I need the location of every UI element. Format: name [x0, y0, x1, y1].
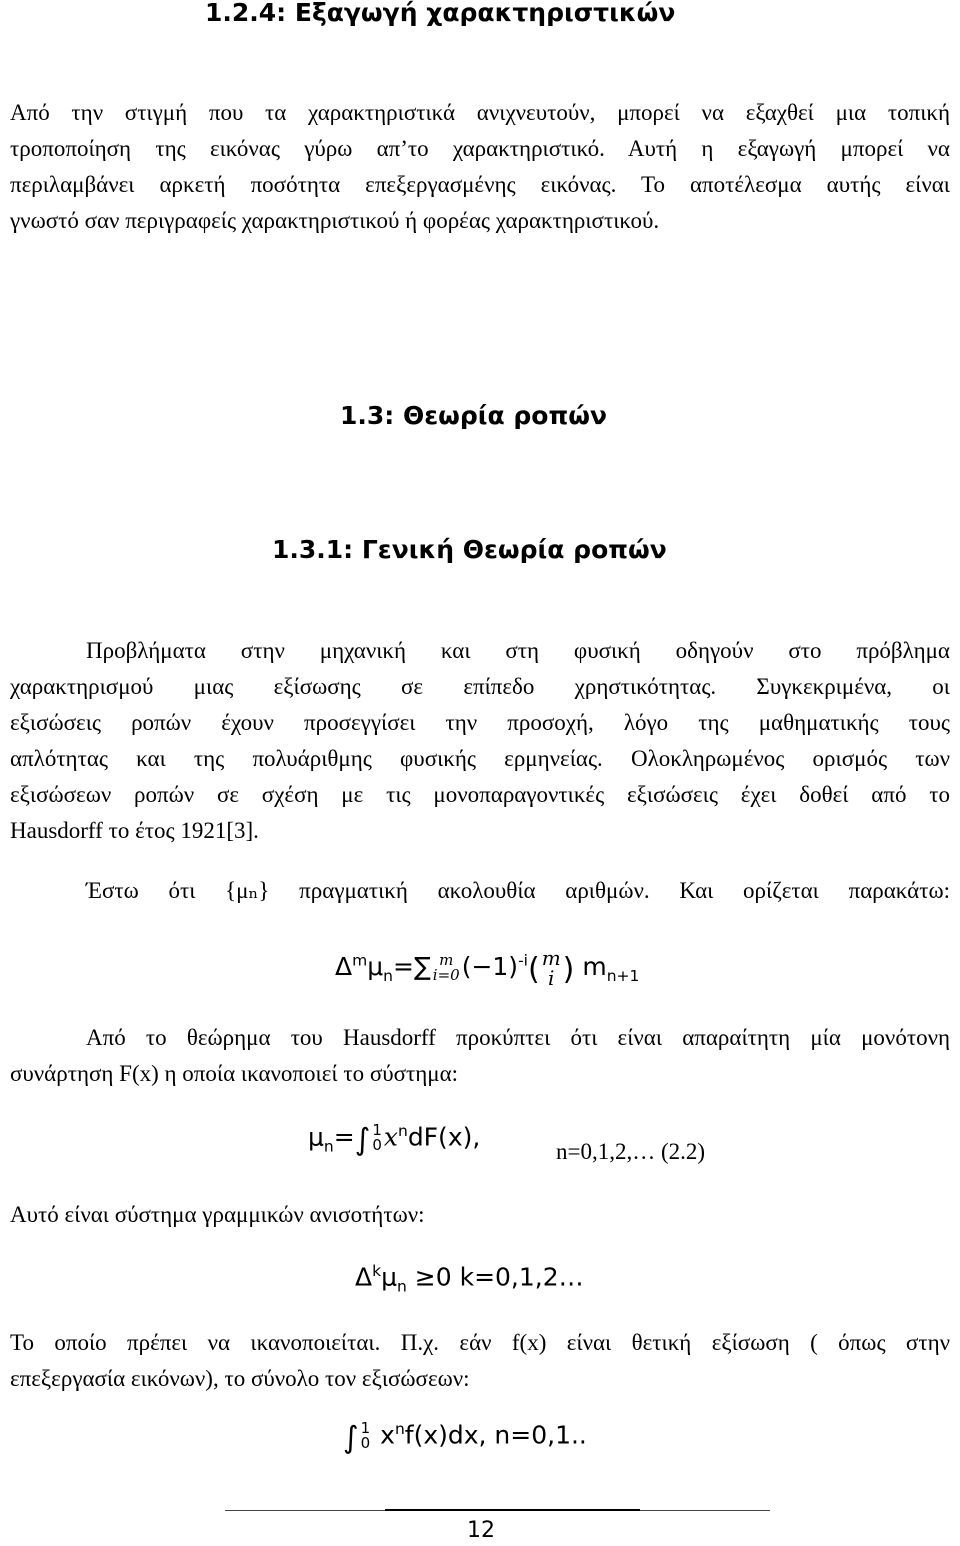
eq-variable: x	[380, 1420, 395, 1450]
paragraph-line: Αυτό είναι σύστημα γραμμικών ανισοτήτων:	[10, 1202, 425, 1227]
binom-top: m	[541, 946, 561, 970]
geq-symbol: ≥	[414, 1262, 436, 1292]
paragraph-line: Έστω ότι {μₙ} πραγματική ακολουθία αριθμών. Και ορίζεται παρακάτω:	[86, 878, 950, 903]
eq-subscript: n	[383, 967, 393, 985]
paragraph-line: περιλαμβάνει αρκετή ποσότητα επεξεργασμένης εικόνας. Το αποτέλεσμα αυτής είναι	[10, 172, 950, 197]
eq-term: dF(x),	[407, 1122, 481, 1152]
integral-upper: 1	[372, 1121, 382, 1140]
integral-limits	[361, 1421, 371, 1451]
eq-symbol: Δ	[355, 1262, 373, 1292]
integral-lower: 0	[360, 1434, 371, 1453]
eq-symbol: μ	[308, 1122, 324, 1152]
eq-term: m	[582, 952, 607, 981]
sum-lower: i=0	[432, 966, 460, 984]
footer-divider-bold	[385, 1509, 640, 1511]
equation-label: n=0,1,2,… (2.2)	[556, 1139, 706, 1164]
eq-symbol: μ	[367, 952, 384, 981]
eq-symbol: =	[333, 1122, 355, 1152]
section-heading-1-2-4: 1.2.4: Εξαγωγή χαρακτηριστικών	[205, 0, 676, 27]
eq-symbol: =	[392, 952, 414, 981]
integral-symbol: ∫	[343, 1420, 359, 1456]
equation-mu-integral	[308, 1122, 480, 1157]
paragraph-line: εξισώσεις ροπών έχουν προσεγγίσει την προσοχή, λόγο της μαθηματικής τους	[10, 710, 950, 735]
equation-integral-set	[343, 1420, 587, 1455]
sum-upper: m	[439, 951, 454, 969]
page-number: 12	[467, 1518, 495, 1543]
binom-open: (	[527, 952, 540, 987]
paragraph-line: χαρακτηρισμού μιας εξίσωσης σε επίπεδο χρηστικότητας. Συγκεκριμένα, οι	[10, 674, 950, 699]
eq-subscript: n	[323, 1137, 334, 1156]
eq-superscript: k	[372, 1262, 382, 1280]
eq-superscript: n	[394, 1420, 405, 1438]
section-heading-1-3: 1.3: Θεωρία ροπών	[340, 401, 608, 430]
eq-variable: x	[383, 1122, 398, 1152]
eq-subscript: n	[397, 1277, 407, 1296]
eq-subscript: n+1	[606, 967, 640, 985]
eq-term: (−1)	[461, 952, 519, 981]
eq-superscript: -i	[518, 951, 528, 970]
paragraph-line: Το οποίο πρέπει να ικανοποιείται. Π.χ. εάν f(x) είναι θετική εξίσωση ( όπως στην	[10, 1330, 950, 1355]
integral-lower: 0	[372, 1136, 382, 1155]
paragraph-line: τροποποίηση της εικόνας γύρω απ’το χαρακτηριστικό. Αυτή η εξαγωγή μπορεί να	[10, 136, 950, 161]
section-heading-1-3-1: 1.3.1: Γενική Θεωρία ροπών	[272, 535, 667, 564]
binom-close: )	[562, 952, 575, 987]
paragraph-line: Προβλήματα στην μηχανική και στη φυσική οδηγούν στο πρόβλημα	[86, 638, 950, 663]
equation-delta-m-mu	[335, 948, 639, 988]
paragraph-line: γνωστό σαν περιγραφείς χαρακτηριστικού ή φορέας χαρακτηριστικού.	[10, 208, 660, 233]
binomial	[542, 948, 561, 988]
eq-symbol: μ	[381, 1262, 397, 1292]
paragraph-line: συνάρτηση F(x) η οποία ικανοποιεί το σύστημα:	[10, 1061, 459, 1086]
equation-inequality	[355, 1262, 584, 1295]
eq-term: f(x)dx, n=0,1..	[404, 1420, 587, 1450]
eq-symbol: Δ	[335, 952, 353, 981]
paragraph-line: Από το θεώρημα του Hausdorff προκύπτει ότι είναι απαραίτητη μία μονότονη	[86, 1025, 950, 1050]
eq-superscript: m	[352, 951, 368, 970]
paragraph-line: επεξεργασία εικόνων), το σύνολο τον εξισώσεων:	[10, 1366, 470, 1391]
integral-upper: 1	[360, 1419, 371, 1438]
paragraph-line: εξισώσεων ροπών σε σχέση με τις μονοπαραγοντικές εξισώσεις έχει δοθεί από το	[10, 782, 950, 807]
binom-bottom: i	[547, 966, 555, 990]
integral-limits	[372, 1123, 382, 1153]
eq-superscript: n	[397, 1122, 408, 1140]
paragraph-line: Από την στιγμή που τα χαρακτηριστικά ανιχνευτούν, μπορεί να εξαχθεί μια τοπική	[10, 100, 950, 125]
sum-limits	[433, 953, 460, 983]
paragraph-line: Hausdorff το έτος 1921[3].	[10, 818, 259, 843]
paragraph-line: απλότητας και της πολυάριθμης φυσικής ερμηνείας. Ολοκληρωμένος ορισμός των	[10, 746, 950, 771]
integral-symbol: ∫	[354, 1122, 371, 1158]
summation-symbol: ∑	[413, 952, 431, 981]
eq-term: 0 k=0,1,2…	[435, 1262, 584, 1292]
